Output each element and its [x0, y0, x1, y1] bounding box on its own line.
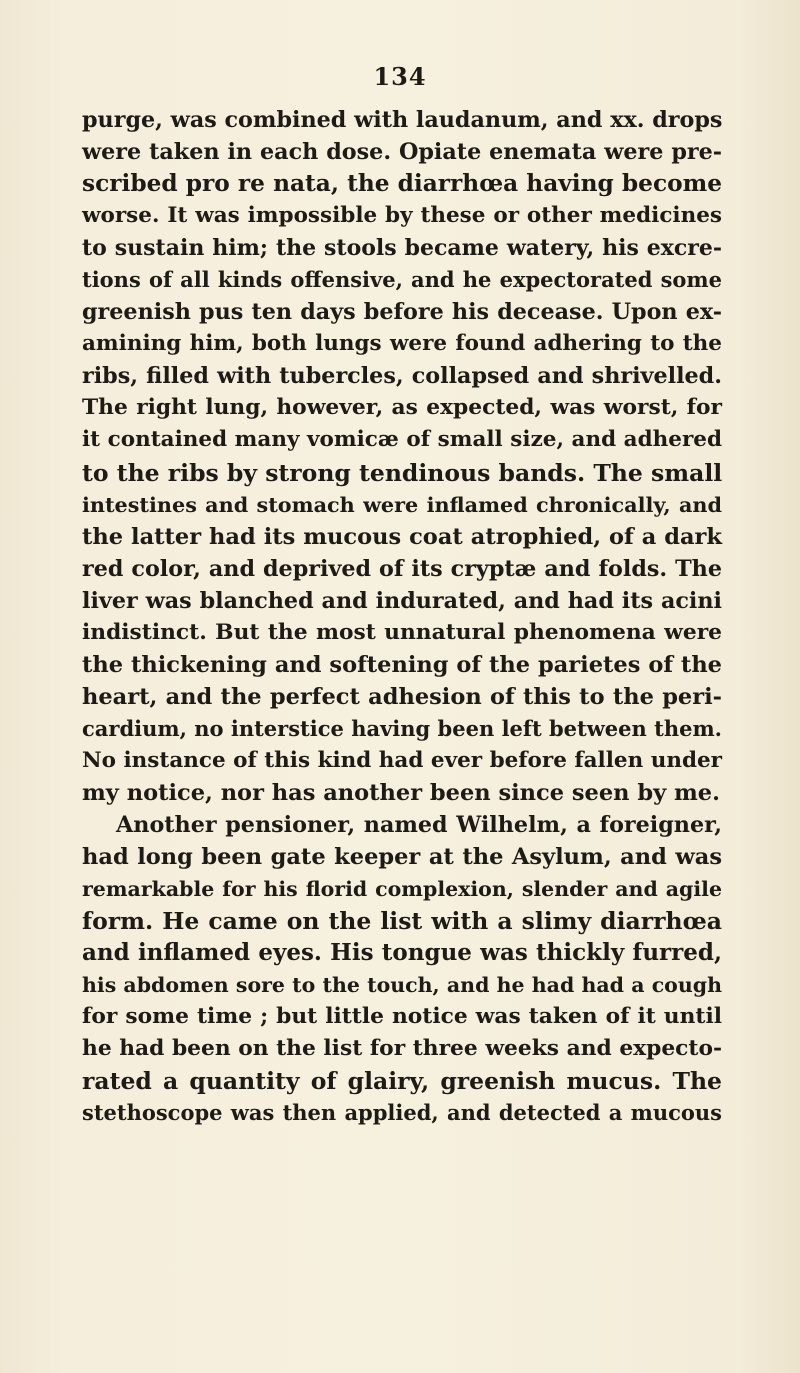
text-line: the thickening and softening of the parietes of the: [82, 651, 722, 678]
text-line: had long been gate keeper at the Asylum, and was: [82, 844, 722, 871]
text-line: to the ribs by strong tendinous bands. The small: [82, 458, 723, 487]
text-line: heart, and the perfect adhesion of this to the peri-: [82, 683, 722, 710]
text-line: to sustain him; the stools became watery, his excre-: [82, 235, 722, 262]
paragraph-start-line: Another pensioner, named Wilhelm, a foreigner,: [116, 812, 722, 839]
page-number: 134: [373, 62, 427, 91]
text-line: and inflamed eyes. His tongue was thickly furred,: [82, 939, 722, 967]
text-line: greenish pus ten days before his decease. Upon ex-: [82, 299, 722, 326]
text-line: form. He came on the list with a slimy diarrhœa: [82, 907, 722, 936]
text-line: my notice, nor has another been since seen by me.: [82, 779, 720, 806]
text-line: purge, was combined with laudanum, and xx. drops: [82, 107, 723, 133]
text-line: red color, and deprived of its cryptæ and folds. The: [82, 555, 722, 582]
text-line: liver was blanched and indurated, and had its acini: [82, 587, 722, 614]
text-line: worse. It was impossible by these or other medicines: [82, 203, 722, 229]
text-line: were taken in each dose. Opiate enemata were pre-: [82, 139, 722, 166]
text-line: No instance of this kind had ever before fallen under: [82, 747, 722, 773]
text-line: amining him, both lungs were found adhering to the: [82, 331, 722, 357]
text-line: remarkable for his florid complexion, slender and agile: [82, 877, 722, 902]
text-line: indistinct. But the most unnatural phenomena were: [82, 619, 722, 645]
text-line: the latter had its mucous coat atrophied, of a dark: [82, 523, 722, 550]
body-text: [82, 104, 722, 1130]
text-line: ribs, filled with tubercles, collapsed and shrivelled.: [82, 363, 722, 390]
text-line: his abdomen sore to the touch, and he had had a cough: [82, 973, 722, 998]
text-line: rated a quantity of glairy, greenish mucus. The: [82, 1067, 722, 1096]
text-line: scribed pro re nata, the diarrhœa having become: [82, 170, 722, 198]
text-line: cardium, no interstice having been left between them.: [82, 715, 722, 741]
text-line: it contained many vomicæ of small size, and adhered: [82, 427, 722, 453]
text-line: intestines and stomach were inflamed chronically, and: [82, 492, 722, 517]
text-line: tions of all kinds offensive, and he expectorated some: [82, 267, 722, 293]
text-line: The right lung, however, as expected, was worst, for: [82, 395, 722, 421]
text-line: for some time ; but little notice was taken of it until: [82, 1004, 722, 1030]
text-line: he had been on the list for three weeks and expecto-: [82, 1036, 722, 1062]
text-line: stethoscope was then applied, and detected a mucous: [82, 1100, 722, 1126]
